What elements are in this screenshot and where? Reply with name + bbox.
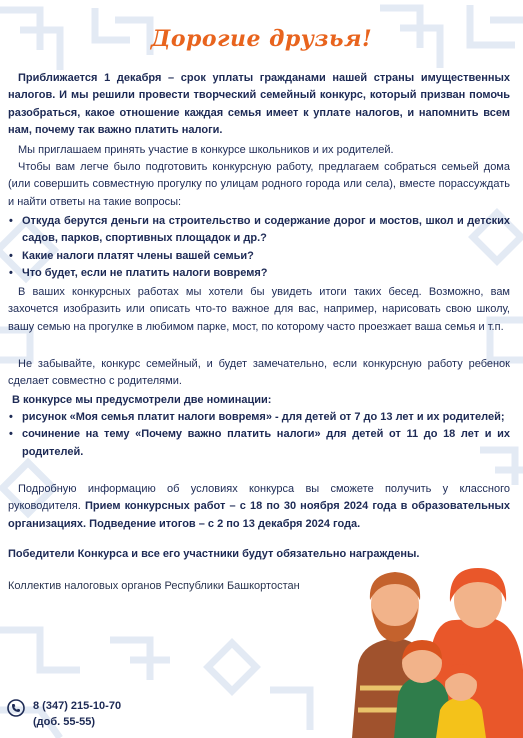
deadline-text: Прием конкурсных работ – с 18 по 30 ноября 2024 года в образовательных организациях. Подведение итогов – с 2 по 13 декабря 2024 года. [8,500,510,530]
question-item: • Что будет, если не платить налоги вовремя? [8,265,510,282]
phone-icon [7,699,25,717]
question-item: • Откуда берутся деньги на строительство и содержание дорог и мостов, школ и детских садов, парков, спортивных площадок и др.? [8,213,510,248]
page-title: Дорогие друзья! [150,26,373,52]
results-paragraph: В ваших конкурсных работах мы хотели бы увидеть итоги таких бесед. Возможно, вам захочется изобразить или описать что-то важное для вас, например, нарисовать свою школу, вашу семью на прогулке в любимом парке, мост, по которому часто проезжает ваша семья и т.п. [8,286,510,333]
details-text: Подробную информацию об условиях конкурса вы сможете получить у классного руководителя. [8,483,510,513]
invite-paragraph: Мы приглашаем принять участие в конкурсе школьников и их родителей. [18,144,394,156]
question-item: • Какие налоги платят члены вашей семьи? [8,248,510,265]
phone-number: 8 (347) 215-10-70 [33,700,122,712]
prepare-paragraph: Чтобы вам легче было подготовить конкурсную работу, предлагаем собраться семьей дома (или совершить совместную прогулку по улицам родного города или села), вместе порассуждать и найти ответы на такие вопросы: [8,161,510,208]
intro-paragraph: Приближается 1 декабря – срок уплаты гражданами нашей страны имущественных налогов. И мы решили провести творческий семейный конкурс, который призван помочь разобраться, какое отношение каждая семья имеет к уплате налогов, и напомнить всем нам, почему так важно платить налоги. [8,72,510,137]
nomination-item: • рисунок «Моя семья платит налоги вовремя» - для детей от 7 до 13 лет и их родителей; [8,409,510,426]
family-illustration [350,560,523,738]
family-paragraph: Не забывайте, конкурс семейный, и будет замечательно, если конкурсную работу ребенок сделает совместно с родителями. [8,358,510,388]
nomination-item: • сочинение на тему «Почему важно платить налоги» для детей от 11 до 18 лет и их родителей. [8,426,510,461]
nominations-heading: В конкурсе мы предусмотрели две номинации: [12,394,272,406]
nominations-list [8,409,510,461]
contact-phone [33,698,121,730]
phone-extension: (доб. 55-55) [33,716,96,728]
details-paragraph [8,481,510,533]
questions-list [8,213,510,283]
signature: Коллектив налоговых органов Республики Башкортостан [8,580,300,592]
winners-text: Победители Конкурса и все его участники будут обязательно награждены. [8,548,420,560]
